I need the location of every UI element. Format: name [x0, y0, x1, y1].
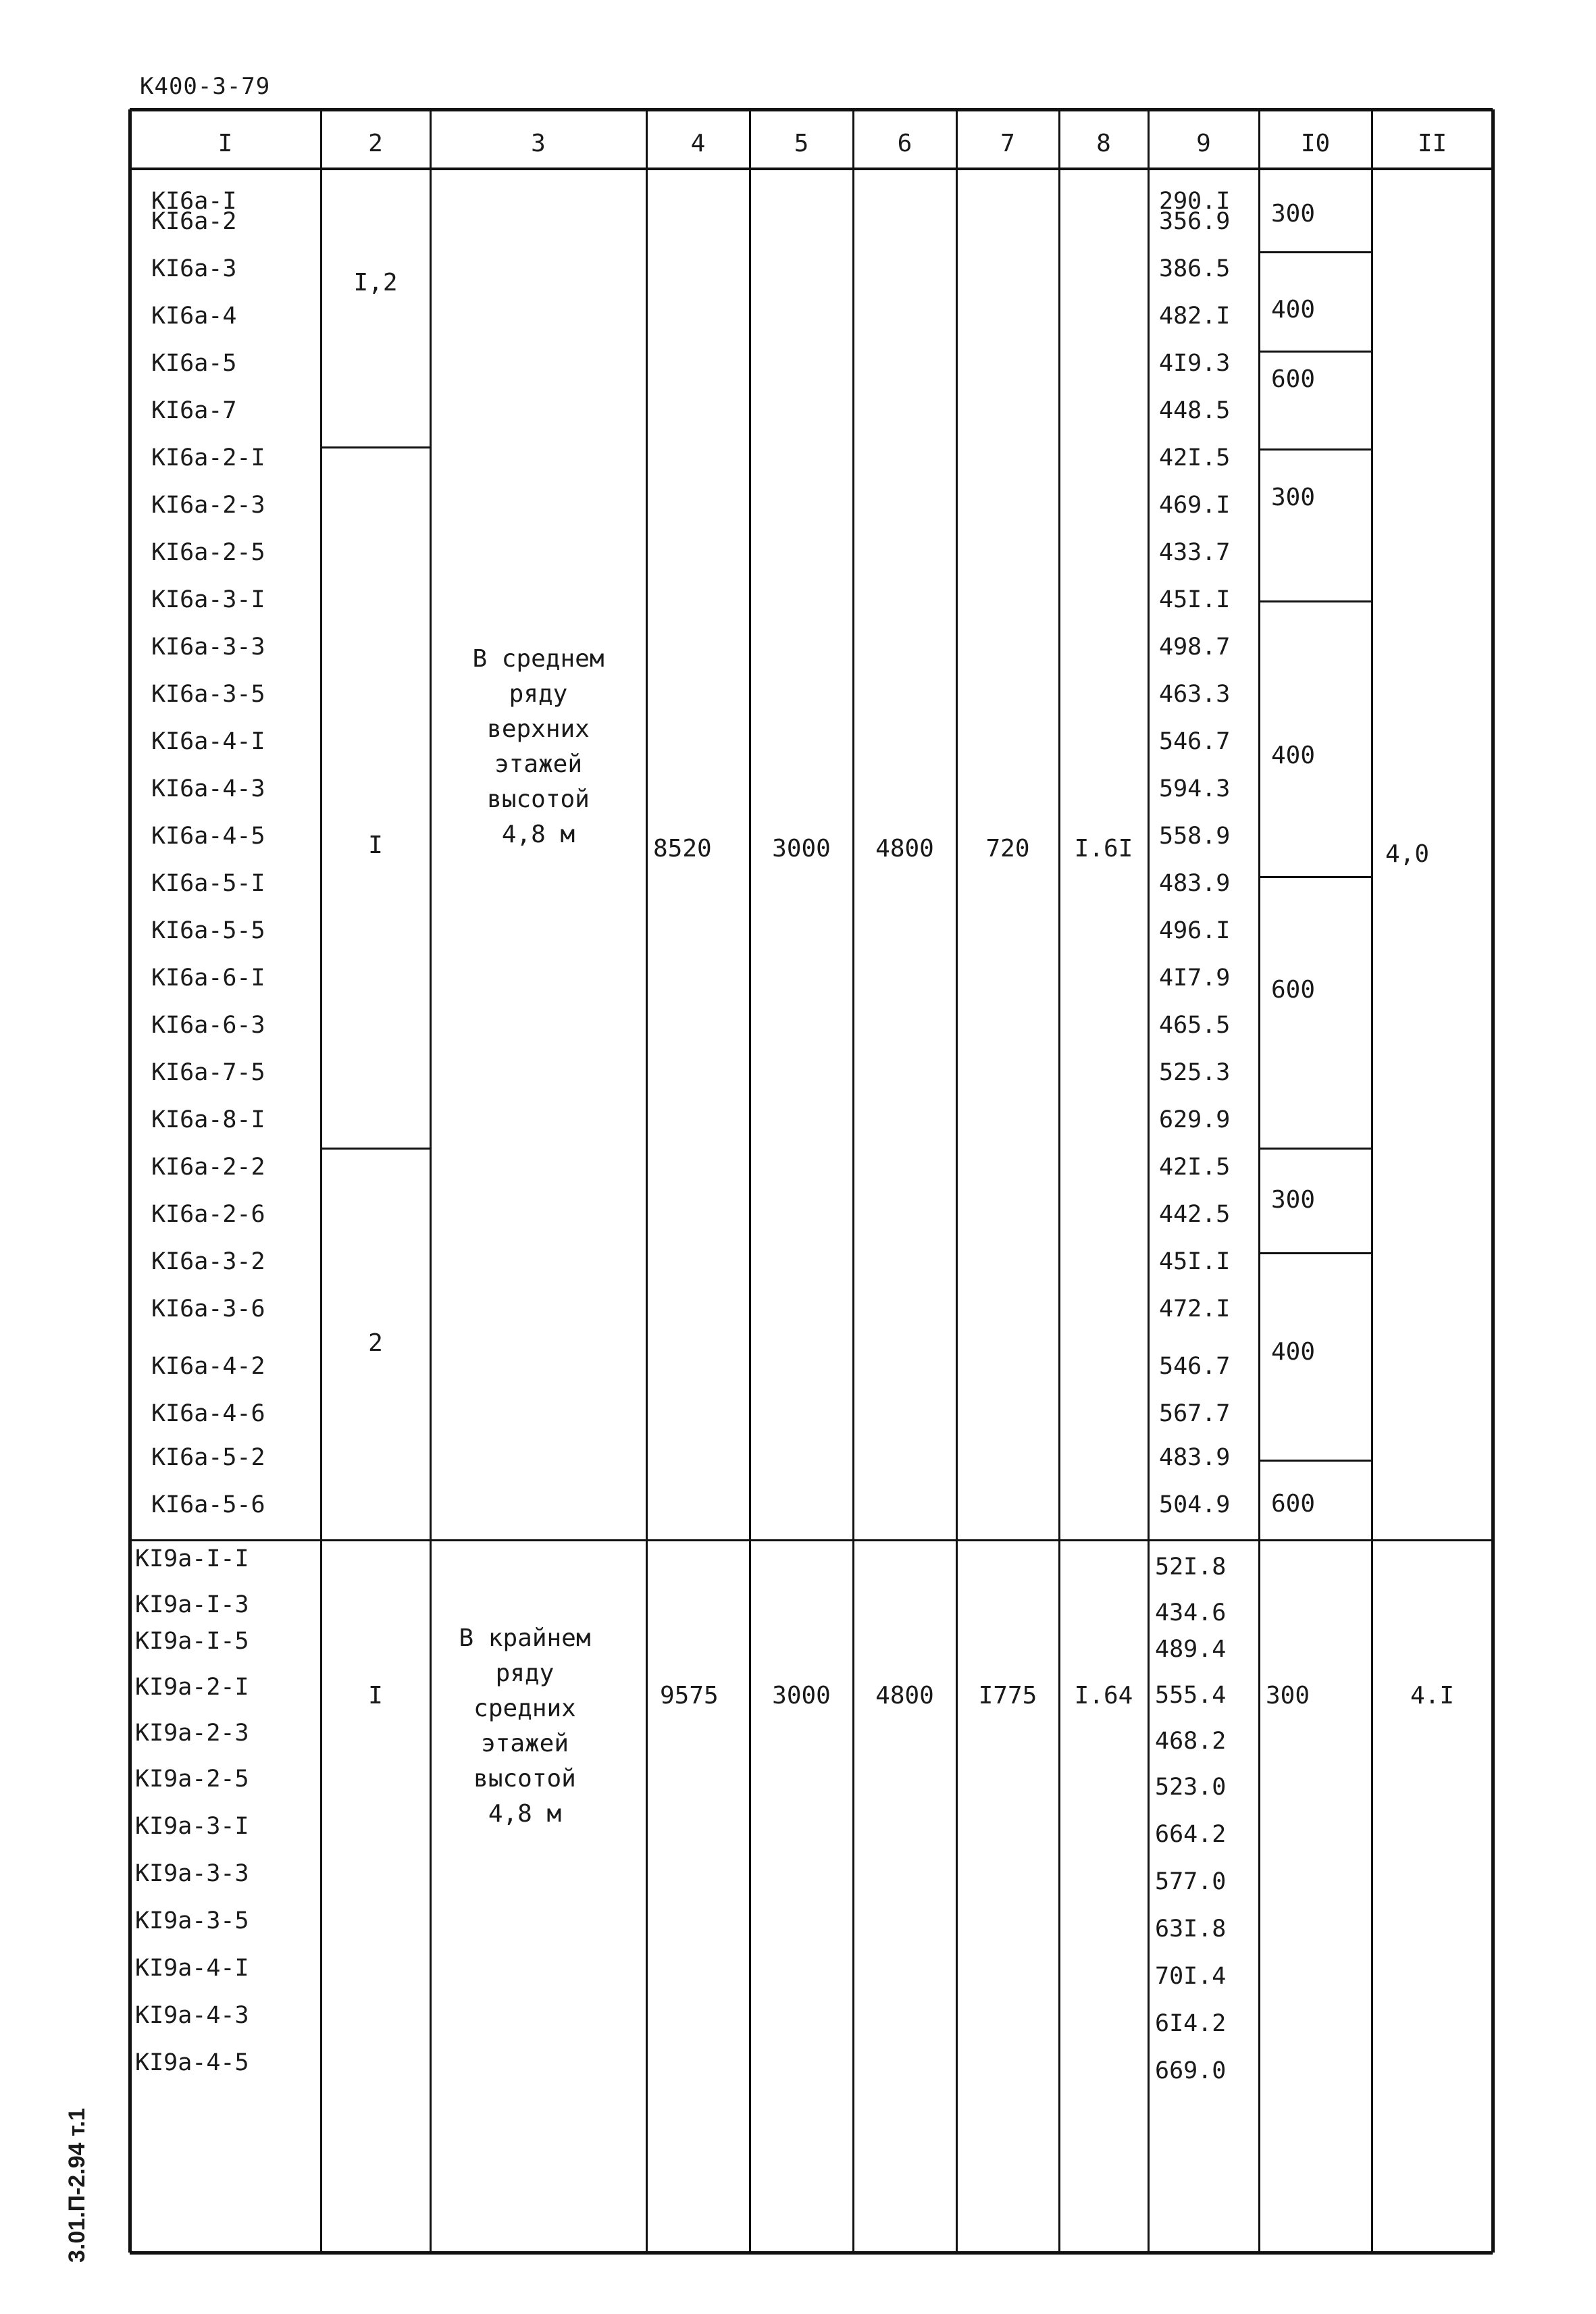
row-value-9: 463.3: [1159, 681, 1231, 708]
row-mark: КI9а-3-I: [135, 1813, 249, 1840]
col10-divider: [1259, 876, 1372, 878]
row-mark: КI6а-4-I: [151, 728, 265, 755]
group2-col10: 300: [1266, 1682, 1310, 1709]
row-value-9: 555.4: [1155, 1682, 1227, 1709]
row-mark: КI6а-5-5: [151, 917, 265, 944]
row-mark: КI9а-4-5: [135, 2049, 249, 2076]
row-mark: КI9а-2-I: [135, 1674, 249, 1701]
row-value-9: 504.9: [1159, 1491, 1231, 1518]
col2-divider: [321, 1148, 430, 1150]
row-mark: КI9а-I-5: [135, 1628, 249, 1655]
row-value-9: 448.5: [1159, 397, 1231, 424]
row-mark: КI6а-4: [151, 303, 237, 330]
group1-col7: 720: [985, 835, 1030, 863]
column-rule: [1058, 109, 1060, 2253]
column-rule: [128, 109, 132, 2253]
column-header: I: [217, 130, 233, 157]
row-mark: КI6а-2-I: [151, 444, 265, 471]
col10-value: 300: [1271, 200, 1316, 228]
col2-divider: [321, 446, 430, 448]
column-rule: [1371, 109, 1373, 2253]
row-mark: КI6а-7-5: [151, 1059, 265, 1086]
column-header: II: [1417, 130, 1447, 157]
group-divider: [130, 1539, 1493, 1541]
row-mark: КI6а-2: [151, 208, 237, 235]
group2-description: В крайнем ряду средних этажей высотой 4,8 м: [459, 1624, 591, 1828]
row-mark: КI9а-2-5: [135, 1766, 249, 1793]
column-rule: [1148, 109, 1150, 2253]
row-value-9: 669.0: [1155, 2057, 1227, 2084]
row-mark: КI9а-2-3: [135, 1720, 249, 1747]
row-value-9: 290.I: [1159, 188, 1231, 215]
row-mark: КI9а-4-3: [135, 2002, 249, 2029]
row-mark: КI9а-4-I: [135, 1955, 249, 1982]
col10-value: 300: [1271, 1186, 1316, 1214]
group2-col7: I775: [978, 1682, 1037, 1709]
row-value-9: 629.9: [1159, 1106, 1231, 1133]
row-value-9: 4I9.3: [1159, 350, 1231, 377]
column-rule: [320, 109, 322, 2253]
col10-value: 600: [1271, 365, 1316, 393]
row-mark: КI6а-2-3: [151, 492, 265, 519]
row-value-9: 42I.5: [1159, 444, 1231, 471]
row-mark: КI6а-2-6: [151, 1201, 265, 1228]
column-header: 4: [690, 130, 706, 157]
row-mark: КI6а-4-6: [151, 1400, 265, 1427]
group2-col8: I.64: [1074, 1682, 1133, 1709]
row-value-9: 483.9: [1159, 870, 1231, 897]
row-value-9: 433.7: [1159, 539, 1231, 566]
column-rule: [1258, 109, 1260, 2253]
group1-col6: 4800: [875, 835, 934, 863]
document-code: К400-3-79: [140, 73, 271, 100]
col2-value: I: [368, 831, 383, 859]
column-header: 6: [897, 130, 912, 157]
row-mark: КI6а-2-2: [151, 1154, 265, 1181]
group1-col11: 4,0: [1385, 840, 1430, 868]
side-stamp: 3.01.П-2.94 т.1: [64, 2107, 90, 2263]
row-mark: КI9а-3-5: [135, 1907, 249, 1934]
column-rule: [956, 109, 958, 2253]
group2-col5: 3000: [772, 1682, 831, 1709]
row-mark: КI6а-3-I: [151, 586, 265, 613]
row-mark: КI6а-5-2: [151, 1444, 265, 1471]
row-value-9: 546.7: [1159, 1353, 1231, 1380]
row-value-9: 434.6: [1155, 1599, 1227, 1626]
group2-col6: 4800: [875, 1682, 934, 1709]
row-mark: КI6а-3-5: [151, 681, 265, 708]
row-value-9: 63I.8: [1155, 1916, 1227, 1943]
row-value-9: 386.5: [1159, 255, 1231, 282]
row-value-9: 483.9: [1159, 1444, 1231, 1471]
col10-divider: [1259, 600, 1372, 602]
row-value-9: 45I.I: [1159, 1248, 1231, 1275]
row-mark: КI6а-8-I: [151, 1106, 265, 1133]
group2-col11: 4.I: [1410, 1682, 1455, 1709]
row-value-9: 465.5: [1159, 1012, 1231, 1039]
table-bottom-border: [130, 2251, 1493, 2255]
col10-divider: [1259, 351, 1372, 353]
row-value-9: 42I.5: [1159, 1154, 1231, 1181]
row-mark: КI6а-6-I: [151, 965, 265, 992]
row-mark: КI6а-7: [151, 397, 237, 424]
row-value-9: 6I4.2: [1155, 2010, 1227, 2037]
row-value-9: 489.4: [1155, 1636, 1227, 1663]
column-header: 3: [531, 130, 546, 157]
row-value-9: 523.0: [1155, 1774, 1227, 1801]
column-header: 7: [1000, 130, 1015, 157]
header-bottom-border: [130, 168, 1493, 170]
row-mark: КI6а-2-5: [151, 539, 265, 566]
col2-value: 2: [368, 1329, 383, 1357]
column-header: 2: [368, 130, 383, 157]
row-value-9: 472.I: [1159, 1295, 1231, 1322]
col10-value: 400: [1271, 742, 1316, 769]
column-rule: [1491, 109, 1495, 2253]
col10-divider: [1259, 251, 1372, 253]
row-value-9: 442.5: [1159, 1201, 1231, 1228]
row-mark: КI9а-I-I: [135, 1545, 249, 1572]
table-top-border: [130, 108, 1493, 111]
row-value-9: 468.2: [1155, 1728, 1227, 1755]
column-header: 8: [1096, 130, 1111, 157]
col10-value: 400: [1271, 296, 1316, 324]
col10-value: 600: [1271, 976, 1316, 1004]
row-value-9: 577.0: [1155, 1868, 1227, 1895]
col10-value: 400: [1271, 1338, 1316, 1366]
row-mark: КI6а-6-3: [151, 1012, 265, 1039]
col10-divider: [1259, 1460, 1372, 1462]
row-value-9: 567.7: [1159, 1400, 1231, 1427]
row-mark: КI6а-5-6: [151, 1491, 265, 1518]
row-value-9: 70I.4: [1155, 1963, 1227, 1990]
group1-col4: 8520: [653, 835, 712, 863]
column-rule: [852, 109, 854, 2253]
row-value-9: 664.2: [1155, 1821, 1227, 1848]
row-value-9: 546.7: [1159, 728, 1231, 755]
row-mark: КI6а-3: [151, 255, 237, 282]
column-header: 5: [794, 130, 809, 157]
row-mark: КI6а-3-6: [151, 1295, 265, 1322]
group1-description: В среднем ряду верхних этажей высотой 4,8 м: [472, 645, 604, 848]
row-value-9: 4I7.9: [1159, 965, 1231, 992]
group1-col5: 3000: [772, 835, 831, 863]
row-mark: КI9а-I-3: [135, 1591, 249, 1618]
col10-divider: [1259, 448, 1372, 451]
row-value-9: 496.I: [1159, 917, 1231, 944]
row-value-9: 45I.I: [1159, 586, 1231, 613]
row-mark: КI6а-4-5: [151, 823, 265, 850]
column-header: I0: [1300, 130, 1331, 157]
column-rule: [749, 109, 751, 2253]
row-mark: КI6а-5-I: [151, 870, 265, 897]
col10-value: 600: [1271, 1490, 1316, 1518]
row-value-9: 558.9: [1159, 823, 1231, 850]
row-value-9: 498.7: [1159, 634, 1231, 661]
column-header: 9: [1196, 130, 1211, 157]
column-rule: [646, 109, 648, 2253]
group2-col2: I: [368, 1682, 383, 1709]
group2-col4: 9575: [660, 1682, 719, 1709]
row-value-9: 52I.8: [1155, 1553, 1227, 1580]
row-mark: КI6а-3-2: [151, 1248, 265, 1275]
row-value-9: 525.3: [1159, 1059, 1231, 1086]
row-mark: КI6а-4-3: [151, 775, 265, 802]
group1-col8: I.6I: [1074, 835, 1133, 863]
col10-value: 300: [1271, 484, 1316, 511]
row-mark: КI9а-3-3: [135, 1860, 249, 1887]
row-mark: КI6а-3-3: [151, 634, 265, 661]
row-value-9: 356.9: [1159, 208, 1231, 235]
col10-divider: [1259, 1148, 1372, 1150]
col10-divider: [1259, 1252, 1372, 1254]
row-mark: КI6а-5: [151, 350, 237, 377]
row-mark: КI6а-I: [151, 188, 237, 215]
row-mark: КI6а-4-2: [151, 1353, 265, 1380]
row-value-9: 469.I: [1159, 492, 1231, 519]
col2-value: I,2: [353, 269, 398, 297]
column-rule: [430, 109, 432, 2253]
row-value-9: 482.I: [1159, 303, 1231, 330]
row-value-9: 594.3: [1159, 775, 1231, 802]
